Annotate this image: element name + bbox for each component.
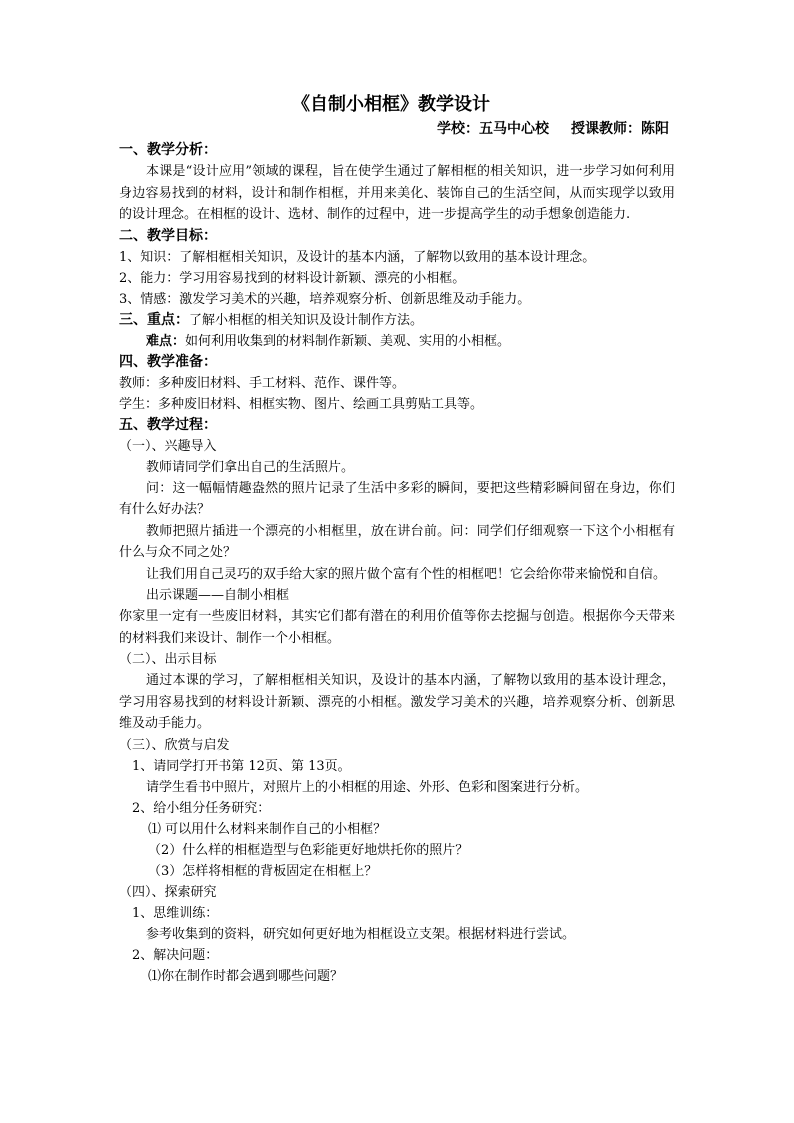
process-part-heading: （二）、出示目标 [119,652,217,667]
process-paragraph: 让我们用自己灵巧的双手给大家的照片做个富有个性的相框吧！它会给你带来愉悦和自信。 [146,566,667,582]
process-paragraph: 你家里一定有一些废旧材料，其实它们都有潜在的利用价值等你去挖掘与创造。根据你今天带来的材料我们来设计、制作一个小相框。 [119,609,675,646]
research-question: ⑴ 可以用什么材料来制作自己的小相框？ [148,821,387,837]
byline [119,118,675,140]
school-label: 学校：五马中心校 [437,121,549,137]
key-point-text: 了解小相框的相关知识及设计制作方法。 [189,312,424,328]
process-part-heading: （一）、兴趣导入 [119,438,217,454]
section-heading-preparation: 四、教学准备： [119,353,217,370]
document-body [119,92,675,987]
process-step: 2、解决问题： [132,947,219,963]
key-point-label: 三、重点： [119,311,189,328]
document-title: 《自制小相框》教学设计 [292,94,490,115]
goal-item: 1、知识：了解相框相关知识，及设计的基本内涵，了解物以致用的基本设计理念。 [119,249,596,265]
goal-item: 2、能力：学习用容易找到的材料设计新颖、漂亮的小相框。 [119,270,466,286]
process-paragraph: 请学生看书中照片，对照片上的小相框的用途、外形、色彩和图案进行分析。 [146,779,589,795]
difficulty-label: 难点： [146,333,186,349]
section-heading-analysis: 一、教学分析： [119,142,217,158]
process-step: 2、给小组分任务研究： [132,800,271,816]
research-question: ⑴你在制作时都会遇到哪些问题？ [148,968,344,984]
key-point-line [119,310,675,331]
section-heading-process: 五、教学过程： [119,416,217,433]
process-paragraph: 出示课题——自制小相框 [146,588,290,603]
goal-item: 3、情感：激发学习美术的兴趣，培养观察分析、创新思维及动手能力。 [119,291,531,307]
preparation-item: 教师：多种废旧材料、手工材料、范作、课件等。 [119,375,406,391]
process-part-heading: （三）、欣赏与启发 [119,737,230,753]
section-heading-goals: 二、教学目标： [119,227,217,244]
process-part-heading: （四）、探索研究 [119,884,217,900]
process-paragraph: 通过本课的学习，了解相框相关知识，及设计的基本内涵，了解物以致用的基本设计理念，学习用容易找到的材料设计新颖、漂亮的小相框。激发学习美术的兴趣，培养观察分析、创新思维及动手能力。 [119,673,675,731]
difficulty-text: 如何利用收集到的材料制作新颖、美观、实用的小相框。 [185,333,511,349]
analysis-paragraph: 本课是“设计应用”领域的课程，旨在使学生通过了解相框的相关知识，进一步学习如何利用身边容易找到的材料，设计和制作相框，并用来美化、装饰自己的生活空间，从而实现学以致用的设计理念。在相框的设计、选材、制作的过程中，进一步提高学生的动手想象创造能力. [119,164,675,222]
teacher-label: 授课教师：陈阳 [571,121,669,137]
difficulty-line [119,331,675,352]
preparation-item: 学生：多种废旧材料、相框实物、图片、绘画工具剪贴工具等。 [119,396,484,412]
process-paragraph: 教师请同学们拿出自己的生活照片。 [146,459,355,475]
process-paragraph: 教师把照片插进一个漂亮的小相框里，放在讲台前。问：同学们仔细观察一下这个小相框有什么与众不同之处？ [119,523,675,560]
process-step: 1、思维训练： [132,905,219,921]
process-step: 1、请同学打开书第 12页、第 13页。 [132,758,351,774]
research-question: （3）怎样将相框的背板固定在相框上？ [148,863,378,879]
research-question: （2）什么样的相框造型与色彩能更好地烘托你的照片？ [148,842,469,858]
process-paragraph: 参考收集到的资料，研究如何更好地为相框设立支架。根据材料进行尝试。 [146,926,576,942]
process-paragraph: 问：这一幅幅情趣盎然的照片记录了生活中多彩的瞬间，要把这些精彩瞬间留在身边，你们有什么好办法？ [119,480,675,517]
